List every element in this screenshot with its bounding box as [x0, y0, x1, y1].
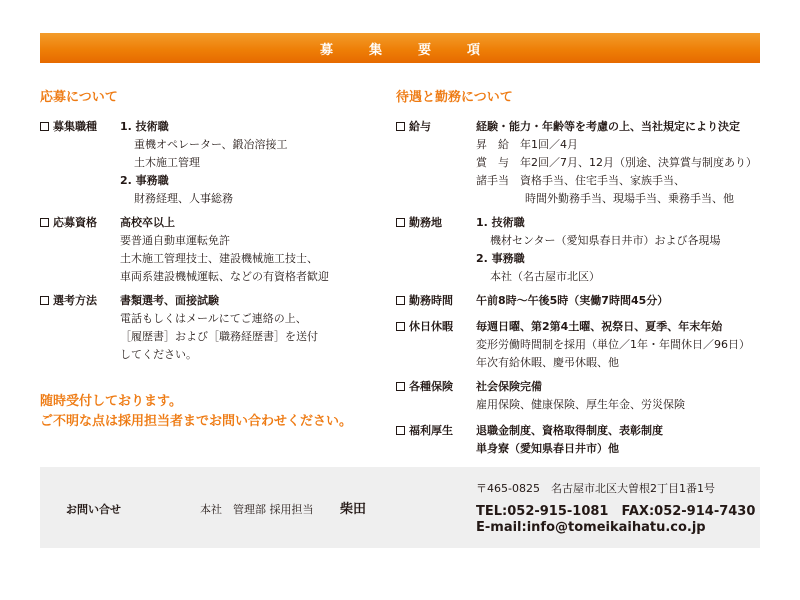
location-content: 1. 技術職 機材センター（愛知県春日井市）および各現場 2. 事務職 本社（名古屋市北区） — [476, 216, 721, 283]
hours-content: 午前8時〜午後5時（実働7時間45分） — [476, 294, 669, 307]
banner-char: 募 — [319, 42, 333, 58]
welfare-label: 福利厚生 — [396, 422, 453, 438]
checkbox-icon — [396, 426, 405, 435]
email-link[interactable]: E-mail:info@tomeikaihatu.co.jp — [476, 520, 706, 535]
company-address: 〒465-0825 名古屋市北区大曽根2丁目1番1号 — [476, 482, 715, 495]
contact-department: 本社 管理部 採用担当 — [200, 503, 314, 516]
hours-label: 勤務時間 — [396, 292, 453, 308]
notice-line: ご不明な点は採用担当者までお問い合わせください。 — [40, 414, 353, 429]
welfare-content: 退職金制度、資格取得制度、表彰制度 単身寮（愛知県春日井市）他 — [476, 424, 663, 455]
contact-footer — [40, 467, 760, 548]
qualification-content: 高校卒以上 要普通自動車運転免許 土木施工管理技士、建設機械施工技士、 車両系建設機械運転、などの有資格者歓迎 — [120, 216, 329, 283]
insurance-row — [396, 378, 760, 416]
checkbox-icon — [396, 322, 405, 331]
salary-row — [396, 118, 760, 210]
banner-char: 項 — [467, 42, 481, 58]
insurance-label: 各種保険 — [396, 378, 453, 394]
notice-line: 随時受付しております。 — [40, 394, 182, 409]
holidays-label: 休日休暇 — [396, 318, 453, 334]
checkbox-icon — [396, 382, 405, 391]
selection-content: 書類選考、面接試験 電話もしくはメールにてご連絡の上、 ［履歴書］および［職務経歴書］を送付 してください。 — [120, 294, 318, 361]
checkbox-icon — [396, 218, 405, 227]
holidays-content: 毎週日曜、第2第4土曜、祝祭日、夏季、年末年始 変形労働時間制を採用（単位／1年・年間休日／96日） 年次有給休暇、慶弔休暇、他 — [476, 320, 750, 369]
selection-label: 選考方法 — [40, 292, 97, 308]
welfare-row — [396, 422, 760, 460]
recruit-positions-row — [40, 118, 380, 213]
location-row — [396, 214, 760, 289]
salary-label: 給与 — [396, 118, 431, 134]
checkbox-icon — [396, 296, 405, 305]
holidays-row — [396, 318, 760, 374]
checkbox-icon — [40, 218, 49, 227]
recruit-positions-content: 1. 技術職 重機オペレーター、鍛冶溶接工 土木施工管理 2. 事務職 財務経理、人事総務 — [120, 120, 288, 205]
checkbox-icon — [396, 122, 405, 131]
insurance-content: 社会保険完備 雇用保険、健康保険、厚生年金、労災保険 — [476, 380, 685, 411]
salary-content: 経験・能力・年齢等を考慮の上、当社規定により決定 昇 給 年1回／4月 賞 与 年2回／7月、12月（別途、決算賞与制度あり） 諸手当 資格手当、住宅手当、家族手当、 時間外勤務手当、現場手当、乗務手当、他 — [476, 120, 757, 205]
phone-fax[interactable]: TEL:052-915-1081 FAX:052-914-7430 — [476, 504, 756, 519]
section-title-application: 応募について — [40, 90, 118, 105]
qualification-row — [40, 214, 380, 289]
contact-person: 柴田 — [340, 502, 367, 517]
recruitment-banner — [40, 33, 760, 63]
location-label: 勤務地 — [396, 214, 442, 230]
selection-row — [40, 292, 380, 367]
recruit-positions-label: 募集職種 — [40, 118, 97, 134]
checkbox-icon — [40, 296, 49, 305]
banner-char: 要 — [418, 42, 432, 58]
contact-label: お問い合せ — [66, 503, 121, 516]
checkbox-icon — [40, 122, 49, 131]
section-title-conditions: 待遇と勤務について — [396, 90, 513, 105]
qualification-label: 応募資格 — [40, 214, 97, 230]
hours-row — [396, 292, 760, 312]
banner-char: 集 — [368, 42, 382, 58]
